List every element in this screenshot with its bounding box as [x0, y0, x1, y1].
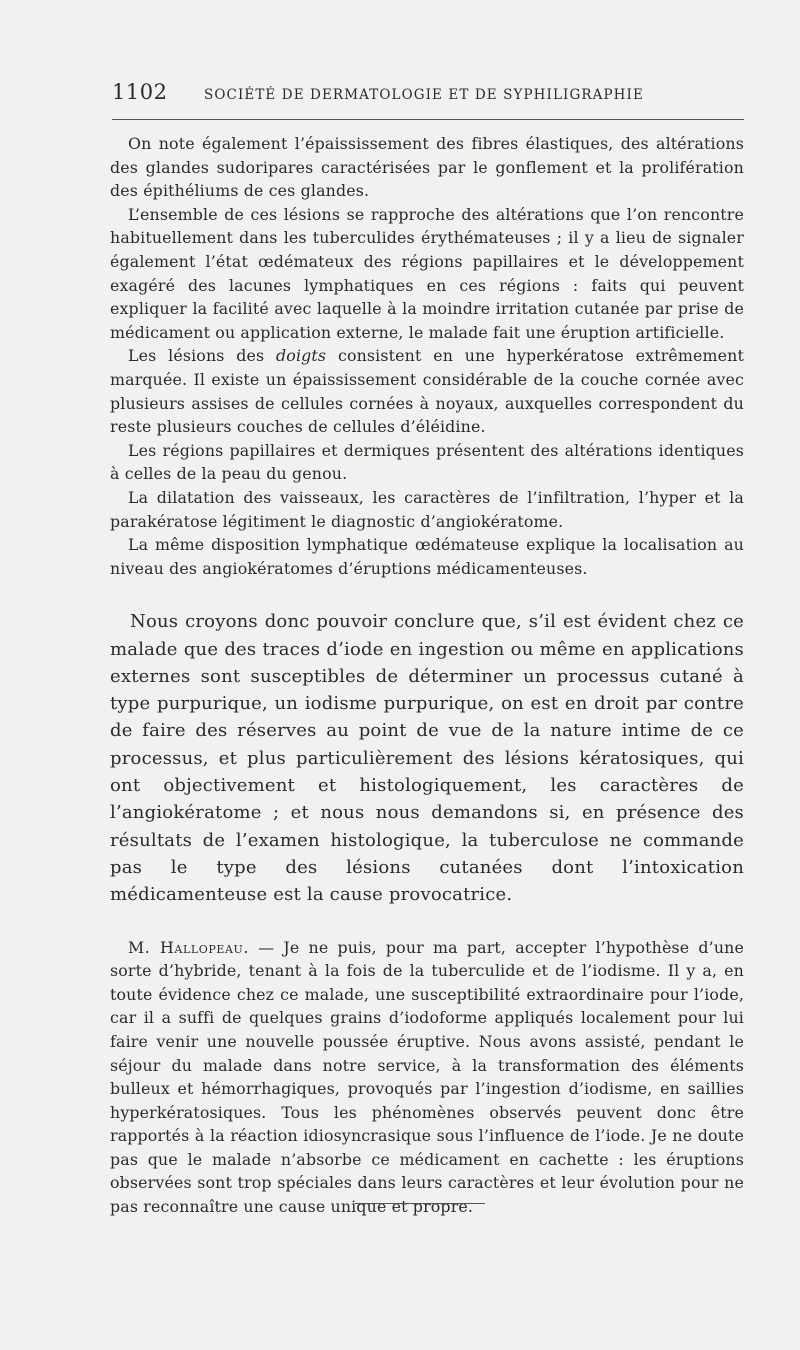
conclusion-paragraph: Nous croyons donc pouvoir conclure que, s’il est évident chez ce malade que des traces d’iode en ingestion ou même en applications externes sont susceptibles de déterminer un processus cutané à type purpurique, un iodisme purpurique, on est en droit par contre de faire des réserves au point de vue de la nature intime de ce processus, et plus particulièrement des lésions kératosiques, qui ont objectivement et histologiquement, les caractères de l’angiokératome ; et nous nous demandons si, en présence des résultats de l’examen histologique, la tuberculose ne commande pas le type des lésions cutanées dont l’intoxication médicamenteuse est la cause provocatrice.	[110, 611, 744, 906]
report-paragraph: La même disposition lymphatique œdémateuse explique la localisation au niveau des angiokératomes d’éruptions médicamenteuses.	[110, 535, 744, 578]
conclusion	[110, 608, 744, 908]
report-text: Les lésions des	[128, 346, 277, 366]
report-paragraph: La dilatation des vaisseaux, les caractères de l’infiltration, l’hyper et la parakératose légitiment le diagnostic d’angiokératome.	[110, 487, 744, 531]
italic-term: doigts	[276, 346, 327, 366]
histology-report	[110, 132, 744, 580]
discussion	[110, 936, 744, 1219]
report-paragraph: L’ensemble de ces lésions se rapproche des altérations que l’on rencontre habituellement dans les tuberculides érythémateuses ; il y a lieu de signaler également l’état œdémateux des régions papillaires et le développement exagéré des lacunes lymphatiques en ces régions : faits qui peuvent expliquer la facilité avec laquelle à la moindre irritation cutanée par prise de médicament ou application externe, le malade fait une éruption artificielle.	[110, 204, 744, 342]
report-paragraph: On note également l’épaississement des fibres élastiques, des altérations des glandes sudoripares caractérisées par le gonflement et la prolifération des épithéliums de ces glandes.	[110, 134, 744, 201]
discussion-paragraph	[110, 936, 744, 1219]
speaker-name: M. Hallopeau.	[128, 937, 250, 957]
page-header	[112, 80, 744, 110]
running-head: SOCIÉTÉ DE DERMATOLOGIE ET DE SYPHILIGRAPHIE	[204, 87, 644, 103]
report-text: consistent en une hyperkératose extrêmement marquée. Il existe un épaississement considérable de la couche cornée avec plusieurs assises de cellules cornées à noyaux, auxquelles correspondent du reste plusieurs couches de cellules d’éléidine.	[110, 346, 744, 437]
page-number: 1102	[112, 80, 168, 104]
report-paragraph	[110, 344, 744, 438]
header-rule	[112, 119, 744, 120]
report-paragraph: Les régions papillaires et dermiques présentent des altérations identiques à celles de la peau du genou.	[110, 440, 744, 484]
body-text	[110, 132, 744, 1219]
closing-rule	[355, 1203, 485, 1204]
discussion-text: — Je ne puis, pour ma part, accepter l’hypothèse d’une sorte d’hybride, tenant à la fois de la tuberculide et de l’iodisme. Il y a, en toute évidence chez ce malade, une susceptibilité extraordinaire pour l’iode, car il a suffi de quelques grains d’iodoforme appliqués localement pour lui faire venir une nouvelle poussée éruptive. Nous avons assisté, pendant le séjour du malade dans notre service, à la transformation des éléments bulleux et hémorrhagiques, provoqués par l’ingestion d’iodisme, en saillies hyperkératosiques. Tous les phénomènes observés peuvent donc être rapportés à la réaction idiosyncrasique sous l’influence de l’iode. Je ne doute pas que le malade n’absorbe ce médicament en cachette : les éruptions observées sont trop spéciales dans leurs caractères et leur évolution pour ne pas reconnaître une cause unique et propre.	[110, 937, 744, 1217]
